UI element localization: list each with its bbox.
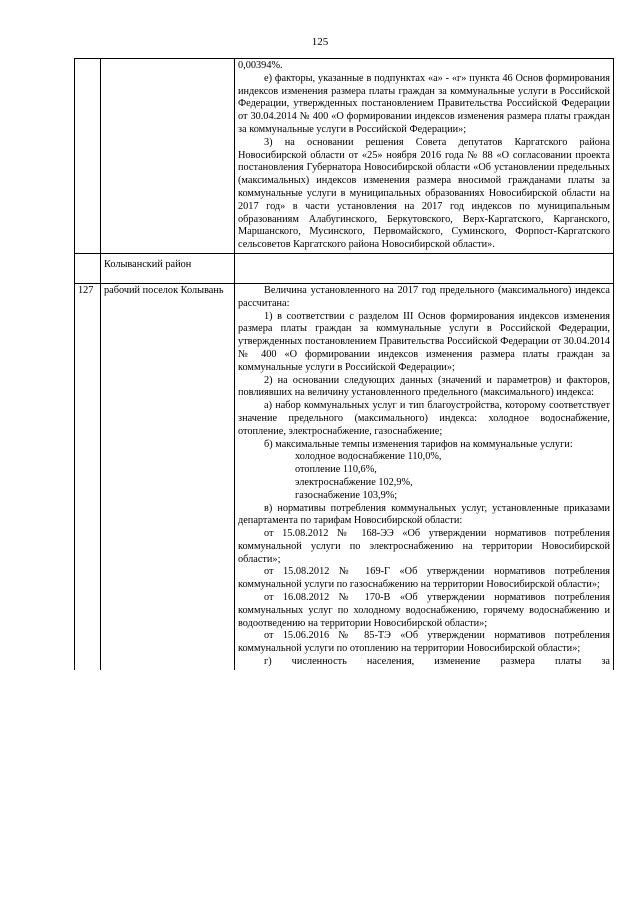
paragraph: в) нормативы потребления коммунальных услуг, установленные приказами департамента по тарифам Новосибирской области: — [238, 502, 610, 527]
indices-table — [74, 58, 614, 670]
justification-cell — [235, 253, 614, 283]
justification-cell — [235, 59, 614, 254]
row-number-cell — [75, 59, 101, 254]
paragraph: от 15.08.2012 № 169-Г «Об утверждении нормативов потребления коммунальной услуги по газоснабжению на территории Новосибирской области»; — [238, 566, 610, 591]
justification-cell — [235, 283, 614, 669]
paragraph: г) численность населения, изменение размера платы за — [264, 656, 610, 668]
row-number-cell — [75, 253, 101, 283]
row-number-cell: 127 — [75, 283, 101, 669]
tariff-item: электроснабжение 102,9%, — [295, 476, 413, 488]
paragraph: б) максимальные темпы изменения тарифов на коммунальные услуги: — [264, 438, 573, 450]
page-number: 125 — [311, 36, 329, 48]
paragraph: Величина установленного на 2017 год предельного (максимального) индекса рассчитана: — [238, 284, 610, 309]
paragraph: от 15.06.2016 № 85-ТЭ «Об утверждении нормативов потребления коммунальной услуги по отоплению на территории Новосибирской области»; — [238, 630, 610, 655]
paragraph: от 15.08.2012 № 168-ЭЭ «Об утверждении нормативов потребления коммунальной услуги по электроснабжению на территории Новосибирской области»; — [238, 528, 610, 565]
table-row — [75, 283, 614, 669]
municipality-cell: рабочий поселок Колывань — [101, 283, 235, 669]
paragraph: е) факторы, указанные в подпунктах «а» - «г» пункта 46 Основ формирования индексов изменения размера платы граждан за коммунальные услуги в Российской Федерации, утвержденных постановлением Правительства Российской Федерации от 30.04.2014 № 400 «О формировании индексов изменения размера платы граждан за коммунальные услуги в Российской Федерации»; — [238, 72, 610, 135]
tariff-item: газоснабжение 103,9%; — [295, 489, 398, 501]
paragraph: 0,00394%. — [238, 60, 283, 71]
paragraph: 2) на основании следующих данных (значений и параметров) и факторов, повлиявших на величину установленного предельного (максимального) индекса: — [238, 374, 610, 399]
paragraph: 3) на основании решения Совета депутатов Каргатского района Новосибирской области от «25» ноября 2016 года № 88 «О согласовании проекта постановления Губернатора Новосибирской области «Об установлении предельных (максимальных) индексов изменения размера вносимой гражданами платы за коммунальные услуги в муниципальных образованиях Новосибирской области на 2017 год» в части установления на 2017 год индексов по муниципальным образованиям Алабугинского, Беркутовского, Верх-Каргатского, Карганского, Маршанского, Мусинского, Первомайского, Суминского, Форпост-Каргатского сельсоветов Каргатского района Новосибирской области». — [238, 136, 610, 251]
paragraph: а) набор коммунальных услуг и тип благоустройства, которому соответствует значение предельного (максимального) индекса: холодное водоснабжение, отопление, электроснабжение, газоснабжение; — [238, 400, 610, 437]
paragraph: 1) в соответствии с разделом III Основ формирования индексов изменения размера платы граждан за коммунальные услуги в Российской Федерации, утвержденных постановлением Правительства Российской Федерации от 30.04.2014 № 400 «О формировании индексов изменения размера платы граждан за коммунальные услуги в Российской Федерации»; — [238, 310, 610, 373]
tariff-item: холодное водоснабжение 110,0%, — [295, 451, 442, 463]
table-row — [75, 59, 614, 254]
district-name-cell: Колыванский район — [101, 253, 235, 283]
tariff-item: отопление 110,6%, — [295, 464, 377, 476]
municipality-cell — [101, 59, 235, 254]
paragraph: от 16.08.2012 № 170-В «Об утверждении нормативов потребления коммунальных услуг по холодному водоснабжению, горячему водоснабжению и водоотведению на территории Новосибирской области»; — [238, 592, 610, 629]
district-row — [75, 253, 614, 283]
